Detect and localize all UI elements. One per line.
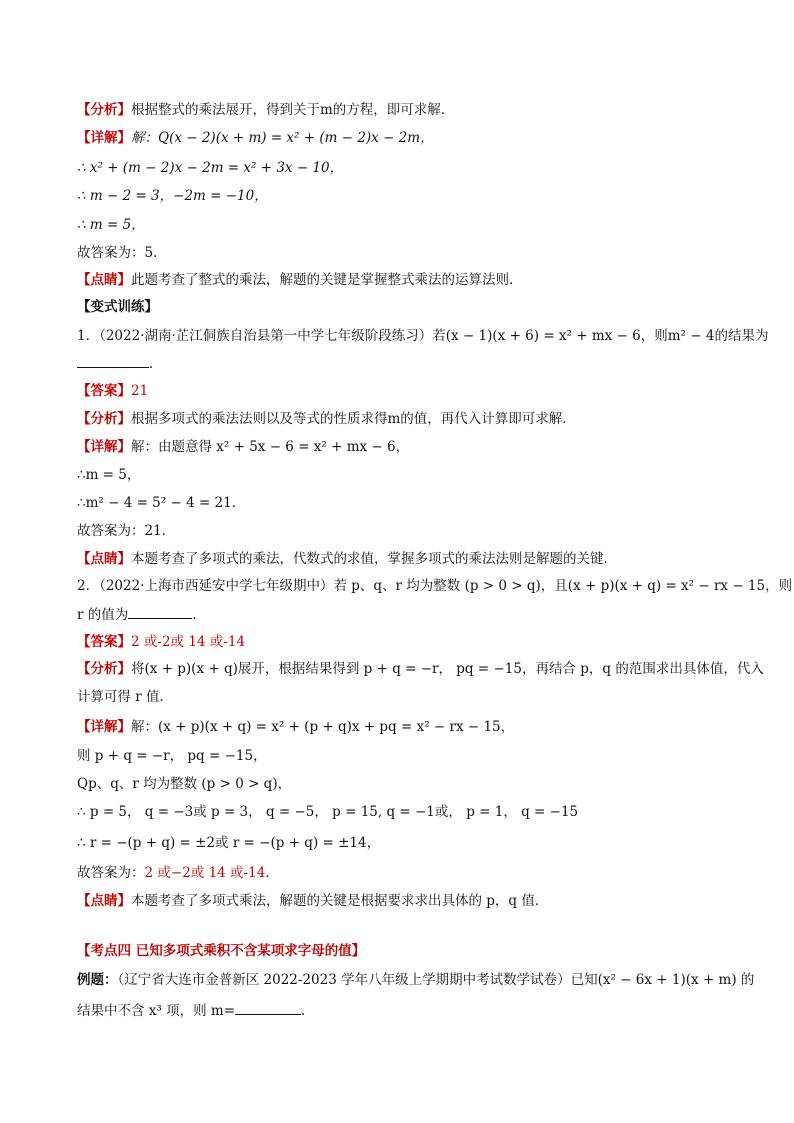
q1-text: 1．（2022·湖南·芷江侗族自治县第一中学七年级阶段练习）若(x − 1)(x + 6) = x² + mx − 6，则m² − 4的结果为 xyxy=(77,328,769,344)
p1-tag: 【点睛】 xyxy=(77,551,131,567)
d2-line-2: 则 p + q = −r， pq = −15， xyxy=(77,748,267,764)
q2-text-2: r 的值为 xyxy=(77,607,129,623)
q1-end: ． xyxy=(149,356,163,372)
f2-text: 将(x + p)(x + q)展开，根据结果得到 p + q = −r， pq = −15，再结合 p，q 的范围求出具体值，代入 xyxy=(131,661,764,677)
example-text-2: 结果中不含 x³ 项，则 m= xyxy=(77,1003,236,1019)
q2-text: 2．（2022·上海市西延安中学七年级期中）若 p、q、r 均为整数 (p > 0 > q)，且(x + p)(x + q) = x² − rx − 15，则 xyxy=(77,578,793,594)
a1-value: 21 xyxy=(131,383,149,399)
comment-line xyxy=(77,270,727,290)
example-line-2 xyxy=(77,1000,727,1020)
f1-tag: 【分析】 xyxy=(77,411,131,427)
detail-text: 解：Q(x − 2)(x + m) = x² + (m − 2)x − 2m， xyxy=(131,130,434,146)
d1-line-2: ∴m = 5， xyxy=(77,467,141,483)
d2-line-5: ∴ r = −(p + q) = ±2或 r = −(p + q) = ±14， xyxy=(77,835,381,851)
example-text: （辽宁省大连市金普新区 2022-2023 学年八年级上学期期中考试数学试卷）已知(x² − 6x + 1)(x + m) 的 xyxy=(117,972,755,988)
f1-line xyxy=(77,409,727,429)
d2-line-6 xyxy=(77,863,727,883)
a2-tag: 【答案】 xyxy=(77,634,131,650)
a1-line xyxy=(77,381,727,401)
detail-tag: 【详解】 xyxy=(77,130,131,146)
step-line-3: ∴ m = 5， xyxy=(77,217,145,233)
d2-tag: 【详解】 xyxy=(77,719,131,735)
example-label: 例题： xyxy=(77,972,118,988)
analysis-line xyxy=(77,100,727,120)
q1-line xyxy=(77,326,769,346)
p2-line xyxy=(77,891,727,911)
section-heading xyxy=(77,941,727,961)
d1-tag: 【详解】 xyxy=(77,439,131,455)
a1-tag: 【答案】 xyxy=(77,383,131,399)
d2-line xyxy=(77,717,727,737)
d2-text: 解：(x + p)(x + q) = x² + (p + q)x + pq = x² − rx − 15， xyxy=(131,719,515,735)
p2-tag: 【点睛】 xyxy=(77,893,131,909)
example-line xyxy=(77,970,755,990)
variant-heading: 【变式训练】 xyxy=(77,299,158,315)
f1-text: 根据多项式的乘法法则以及等式的性质求得m的值，再代入计算即可求解． xyxy=(131,411,576,427)
section-heading-text: 【考点四 已知多项式乘积不含某项求字母的值】 xyxy=(77,943,366,959)
step-line-1: ∴ x² + (m − 2)x − 2m = x² + 3x − 10， xyxy=(77,160,344,176)
example-answer-blank xyxy=(235,1000,301,1015)
d2-answer-prefix: 故答案为： xyxy=(77,865,145,881)
q2-end: ． xyxy=(192,607,206,623)
analysis-tag: 【分析】 xyxy=(77,102,131,118)
comment-text: 此题考查了整式的乘法，解题的关键是掌握整式乘法的运算法则． xyxy=(131,272,523,288)
d2-line-3: Qp、q、r 均为整数 (p > 0 > q)， xyxy=(77,776,292,792)
q2-answer-blank xyxy=(128,604,192,619)
f2-line-2: 计算可得 r 值． xyxy=(77,689,174,705)
p1-line xyxy=(77,549,727,569)
d2-line-4: ∴ p = 5， q = −3或 p = 3， q = −5， p = 15, q = −1或， p = 1， q = −15 xyxy=(77,804,579,820)
f2-tag: 【分析】 xyxy=(77,661,131,677)
answer-line: 故答案为：5． xyxy=(77,245,167,261)
a2-line xyxy=(77,632,727,652)
q2-line-2 xyxy=(77,604,727,624)
example-end: ． xyxy=(301,1003,315,1019)
q2-line xyxy=(77,576,793,596)
q1-answer-blank xyxy=(77,353,149,368)
d2-answer-value: 2 或−2或 14 或-14 xyxy=(144,865,266,881)
p1-text: 本题考查了多项式的乘法，代数式的求值，掌握多项式的乘法法则是解题的关键． xyxy=(131,551,617,567)
d1-text: 解：由题意得 x² + 5x − 6 = x² + mx − 6， xyxy=(131,439,410,455)
f2-line xyxy=(77,659,764,679)
comment-tag: 【点睛】 xyxy=(77,272,131,288)
step-line-2: ∴ m − 2 = 3，−2m = −10， xyxy=(77,188,268,204)
d1-line xyxy=(77,437,727,457)
analysis-text: 根据整式的乘法展开，得到关于m的方程，即可求解． xyxy=(131,102,455,118)
detail-line xyxy=(77,128,727,148)
a2-value: 2 或-2或 14 或-14 xyxy=(131,634,246,650)
d1-line-3: ∴m² − 4 = 5² − 4 = 21． xyxy=(77,495,246,511)
p2-text: 本题考查了多项式乘法，解题的关键是根据要求求出具体的 p，q 值． xyxy=(131,893,549,909)
d1-line-4: 故答案为：21． xyxy=(77,523,176,539)
q1-blank-line xyxy=(77,353,727,373)
d2-answer-end: ． xyxy=(265,865,279,881)
